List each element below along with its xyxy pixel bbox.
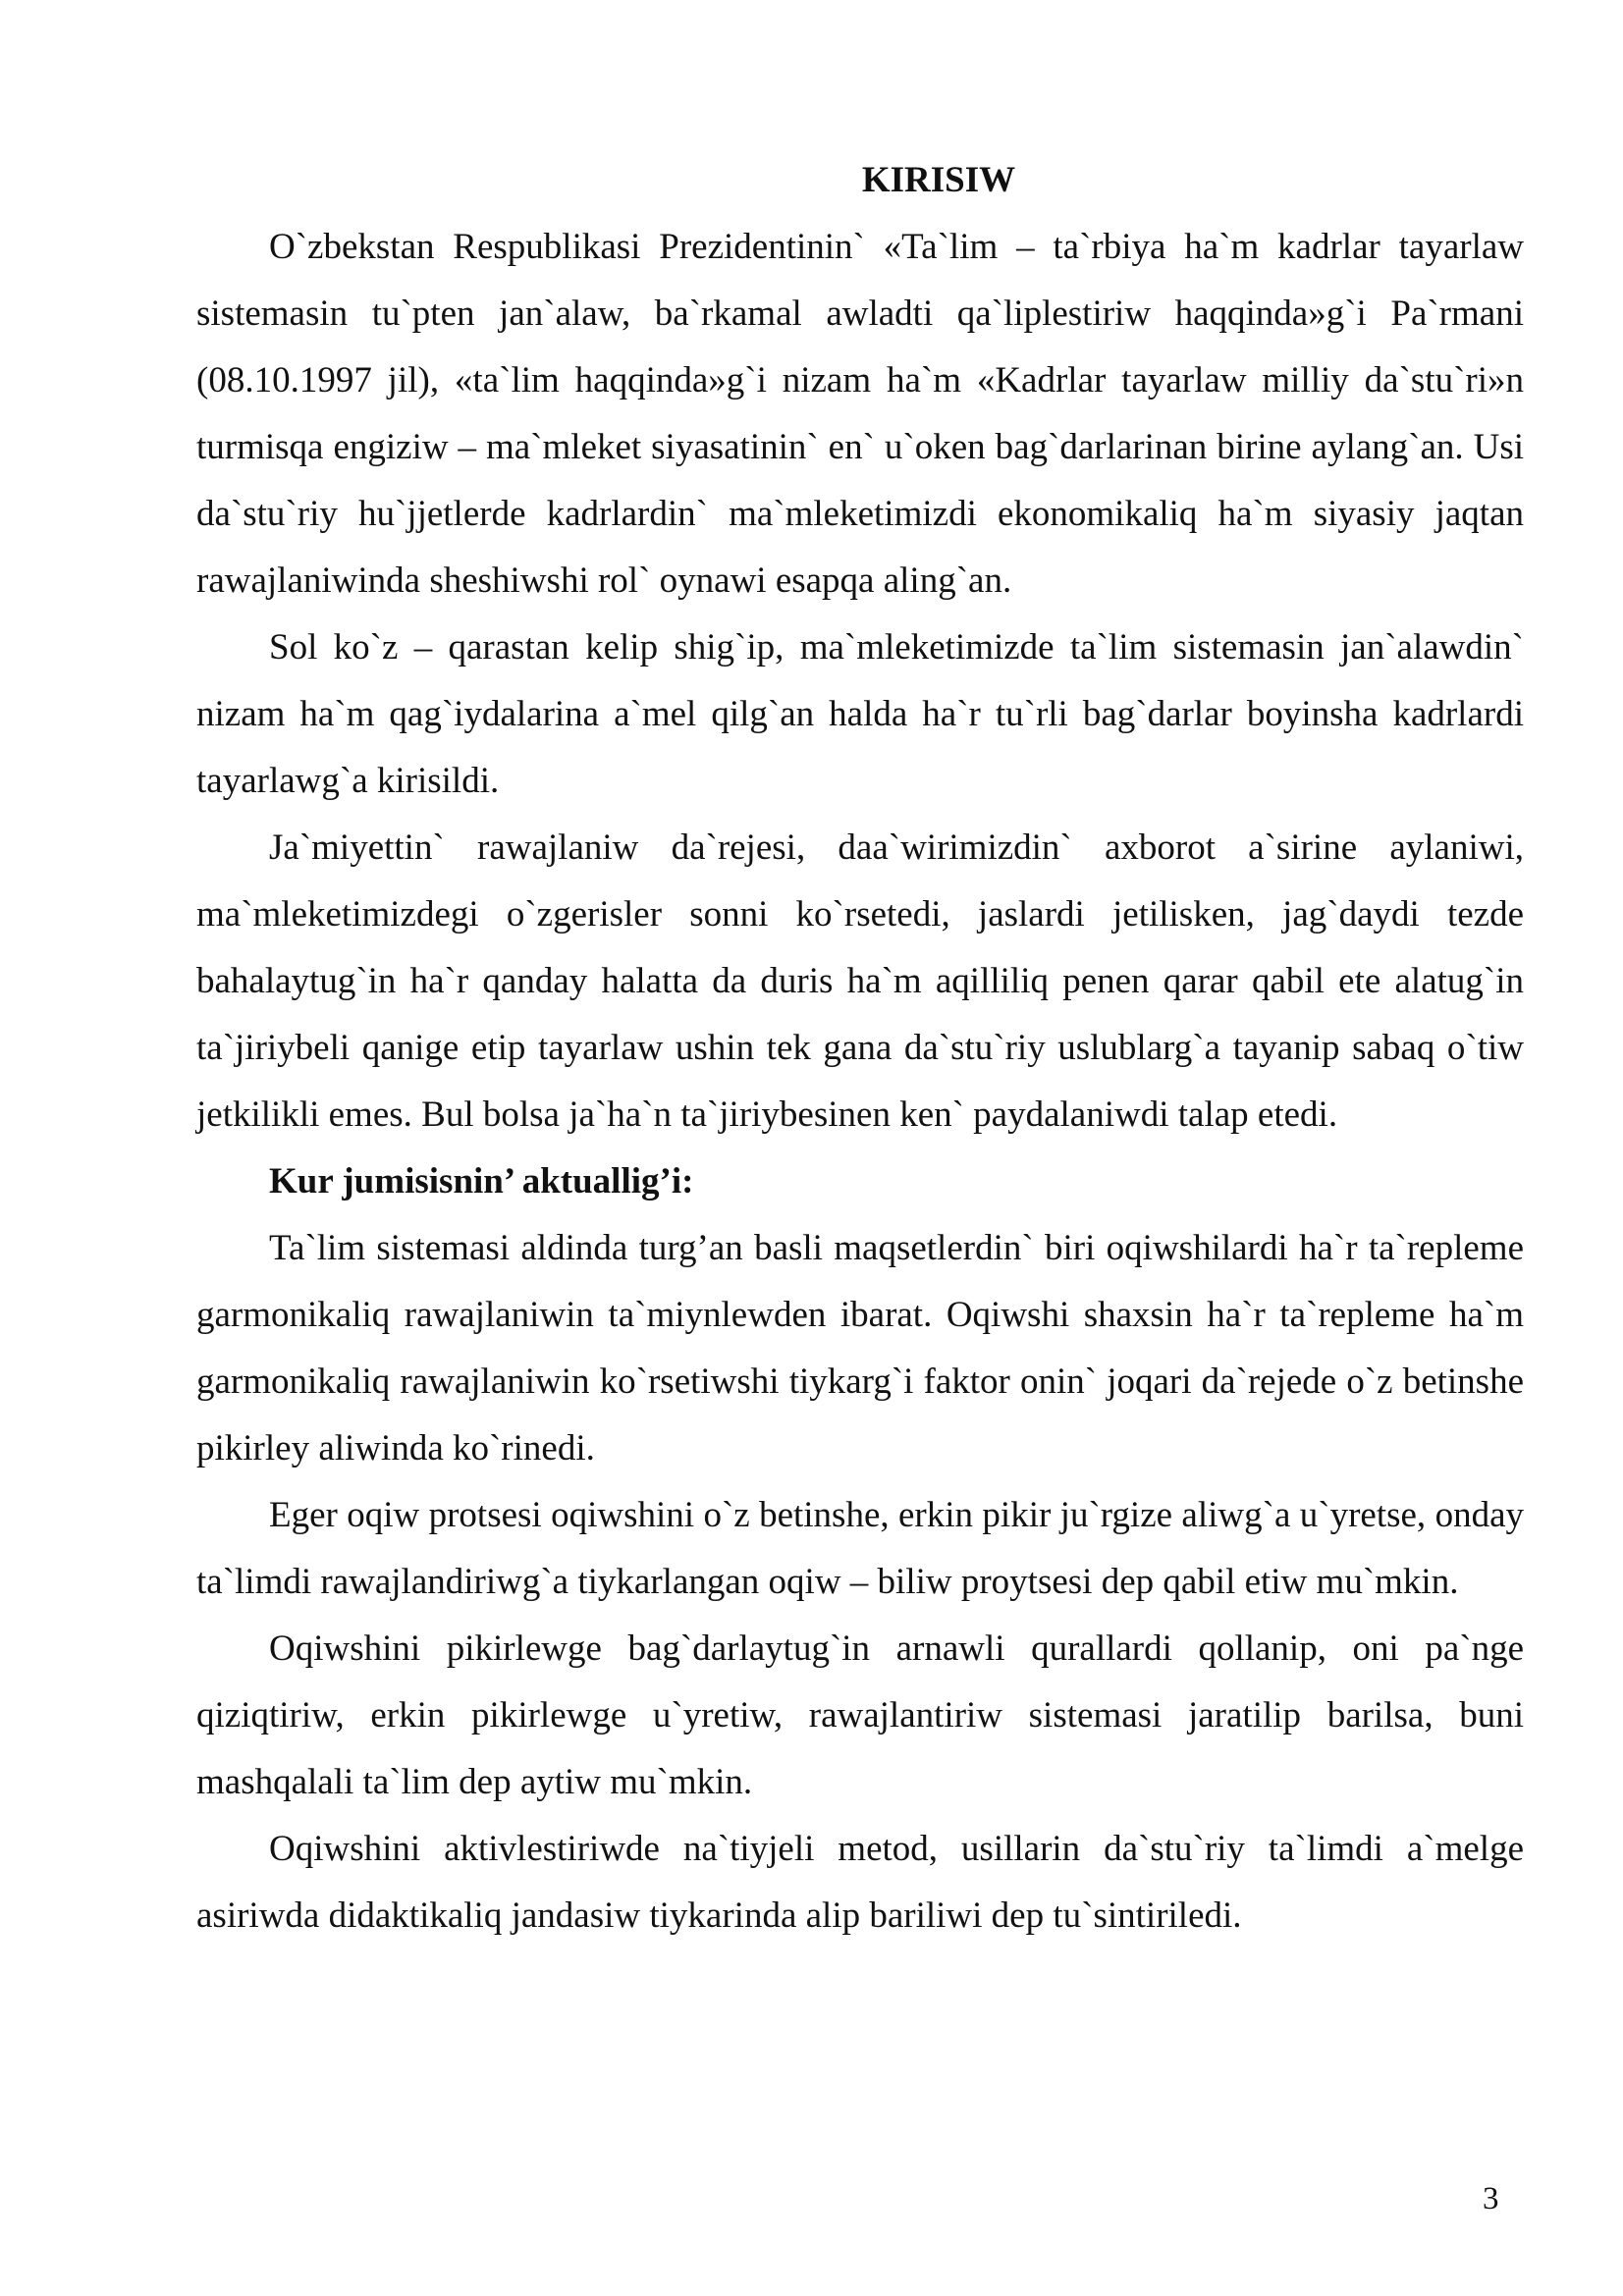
document-page bbox=[196, 147, 1524, 1949]
paragraph-activation: Oqiwshini aktivlestiriwde na`tiyjeli metod, usillarin da`stu`riy ta`limdi a`melge asiriwda didaktikaliq jandasiw tiykarinda alip bariliwi dep tu`sintiriledi. bbox=[196, 1829, 1524, 1936]
page-number: 3 bbox=[1483, 2181, 1499, 2216]
paragraph-reform: Sol ko`z – qarastan kelip shig`ip, ma`mleketimizde ta`lim sistemasin jan`alawdin` nizam ha`m qag`iydalarina a`mel qilg`an halda ha`r tu`rli bag`darlar boyinsha kadrlardi tayarlawg`a kirisildi. bbox=[196, 627, 1524, 801]
paragraph-problem-learning: Oqiwshini pikirlewge bag`darlaytug`in arnawli qurallardi qollanip, oni pa`nge qiziqtiriw, erkin pikirlewge u`yretiw, rawajlantiriw sistemasi jaratilip barilsa, buni mashqalali ta`lim dep aytiw mu`mkin. bbox=[196, 1629, 1524, 1802]
paragraph-development: Ja`miyettin` rawajlaniw da`rejesi, daa`wirimizdin` axborot a`sirine aylaniwi, ma`mleketimizdegi o`zgerisler sonni ko`rsetedi, jaslardi jetilisken, jag`daydi tezde bahalaytug`in ha`r qanday halatta da duris ha`m aqilliliq penen qarar qabil ete alatug`in ta`jiriybeli qanige etip tayarlaw ushin tek gana da`stu`riy uslublarg`a tayanip sabaq o`tiw jetkilikli emes. Bul bolsa ja`ha`n ta`jiriybesinen ken` paydalaniwdi talap etedi. bbox=[196, 828, 1524, 1135]
paragraph-decree: O`zbekstan Respublikasi Prezidentinin` «Ta`lim – ta`rbiya ha`m kadrlar tayarlaw sistemasin tu`pten jan`alaw, ba`rkamal awladti qa`liplestiriw haqqinda»g`i Pa`rmani (08.10.1997 jil), «ta`lim haqqinda»g`i nizam ha`m «Kadrlar tayarlaw milliy da`stu`ri»n turmisqa engiziw – ma`mleket siyasatinin` en` u`oken bag`darlarinan birine aylang`an. Usi da`stu`riy hu`jjetlerde kadrlardin` ma`mleketimizdi ekonomikaliq ha`m siyasiy jaqtan rawajlaniwinda sheshiwshi rol` oynawi esapqa aling`an. bbox=[196, 227, 1524, 601]
section-heading: Kur jumisisnin’ aktuallig’i: bbox=[269, 1161, 694, 1201]
document-title: KIRISIW bbox=[861, 160, 1016, 200]
paragraph-goals: Ta`lim sistemasi aldinda turg’an basli maqsetlerdin` biri oqiwshilardi ha`r ta`repleme garmonikaliq rawajlaniwin ta`miynlewden ibarat. Oqiwshi shaxsin ha`r ta`repleme ha`m garmonikaliq rawajlaniwin ko`rsetiwshi tiykarg`i faktor onin` joqari da`rejede o`z betinshe pikirley aliwinda ko`rinedi. bbox=[196, 1228, 1524, 1468]
paragraph-process: Eger oqiw protsesi oqiwshini o`z betinshe, erkin pikir ju`rgize aliwg`a u`yretse, onday ta`limdi rawajlandiriwg`a tiykarlangan oqiw – biliw proytsesi dep qabil etiw mu`mkin. bbox=[196, 1495, 1524, 1602]
